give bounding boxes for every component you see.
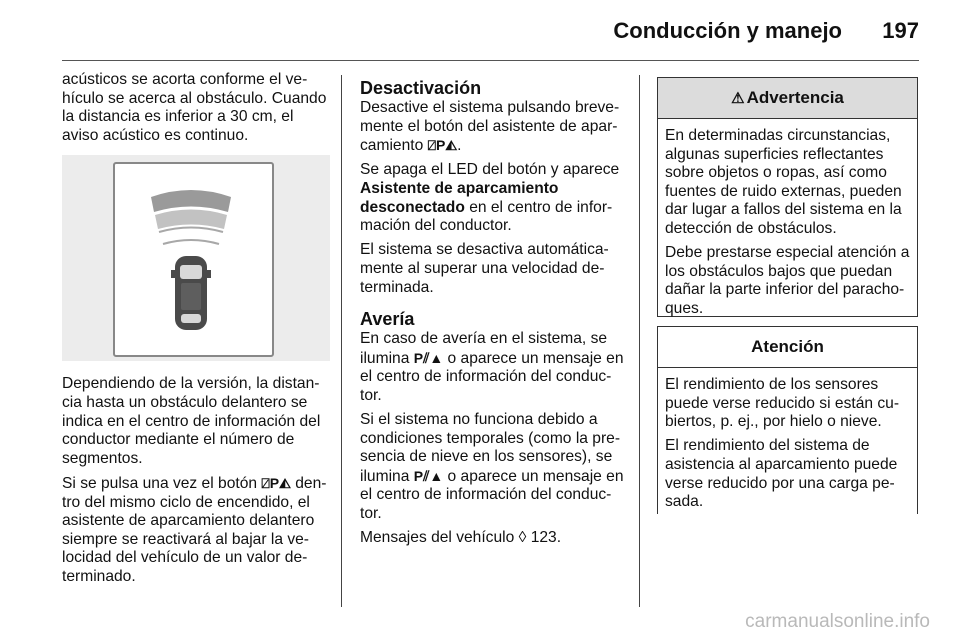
paragraph: Dependiendo de la versión, la distan-cia hasta un obstáculo delantero se indica en el centro de información del conductor mediante el número de segmentos.: [62, 375, 321, 467]
car-with-sensor-segments-graphic: [62, 155, 330, 361]
display-message: Asistente de aparcamiento desconectado: [360, 179, 559, 216]
paragraph: El rendimiento del sistema de asistencia al aparcamiento puede verse reducido por una carga pe-sada.: [665, 437, 898, 511]
paragraph: El rendimiento de los sensores puede verse reducido si están cu-biertos, p. ej., por hielo o nieve.: [665, 376, 900, 431]
paragraph: Se apaga el LED del botón y aparece Asistente de aparcamiento desconectado en el centro de infor-mación del conductor.: [360, 161, 620, 235]
watermark: carmanualsonline.info: [745, 611, 930, 632]
column-divider-left: [341, 75, 342, 607]
parking-warning-icon: P⫽▲: [413, 349, 444, 366]
column-divider-right: [639, 75, 640, 607]
paragraph: En caso de avería en el sistema, se ilumina P⫽▲ o aparece un mensaje en el centro de información del conduc-tor.: [360, 330, 624, 404]
parking-warning-icon: P⫽▲: [413, 467, 444, 484]
caution-box-body: [658, 368, 917, 523]
warning-box-header: [658, 78, 917, 119]
page-reference-icon: ◊: [518, 529, 527, 547]
cross-reference: Mensajes del vehículo ◊ 123.: [360, 529, 562, 547]
warning-box-body: [658, 119, 917, 330]
warning-triangle-icon: ⚠: [731, 90, 745, 107]
chapter-title: Conducción y manejo: [613, 18, 842, 43]
column-middle: [360, 78, 628, 553]
parking-button-icon: ⍁P◭: [427, 137, 458, 154]
header-rule: [62, 60, 919, 61]
section-heading: Desactivación: [360, 78, 482, 98]
paragraph: Si se pulsa una vez el botón ⍁P◭ den-tro del mismo ciclo de encendido, el asistente de aparcamiento delantero siempre se reactivará al bajar la ve-locidad del vehículo de un valor de-terminado.: [62, 474, 327, 585]
column-left: [62, 71, 330, 592]
page-header: [0, 0, 960, 60]
paragraph: Si el sistema no funciona debido a condiciones temporales (como la pre-sencia de nieve en los sensores), se ilumina P⫽▲ o aparece un mensaje en el centro de información del conduc-tor.: [360, 411, 624, 523]
paragraph: El sistema se desactiva automática-mente al superar una velocidad de-terminada.: [360, 241, 609, 296]
warning-box-title: Advertencia: [746, 88, 844, 107]
section-heading: Avería: [360, 309, 415, 330]
paragraph: En determinadas circunstancias, algunas superficies reflectantes sobre objetos o ropas, así como fuentes de ruido externas, pueden dar lugar a fallos del sistema en la detección de obstáculos.: [665, 127, 902, 237]
paragraph: Desactive el sistema pulsando breve-mente el botón del asistente de apar-camiento ⍁P◭.: [360, 99, 620, 155]
caution-box: [657, 326, 918, 514]
caution-box-header: Atención: [658, 327, 917, 368]
parking-sensor-illustration: [62, 155, 330, 361]
parking-button-icon: ⍁P◭: [261, 474, 291, 491]
warning-box: [657, 77, 918, 317]
paragraph: Debe prestarse especial atención a los obstáculos bajos que puedan dañar la parte inferior del paracho-ques.: [665, 244, 910, 317]
page-number: 197: [882, 18, 919, 43]
paragraph: acústicos se acorta conforme el ve-hículo se acerca al obstáculo. Cuando la distancia es inferior a 30 cm, el aviso acústico es continuo.: [62, 71, 327, 144]
